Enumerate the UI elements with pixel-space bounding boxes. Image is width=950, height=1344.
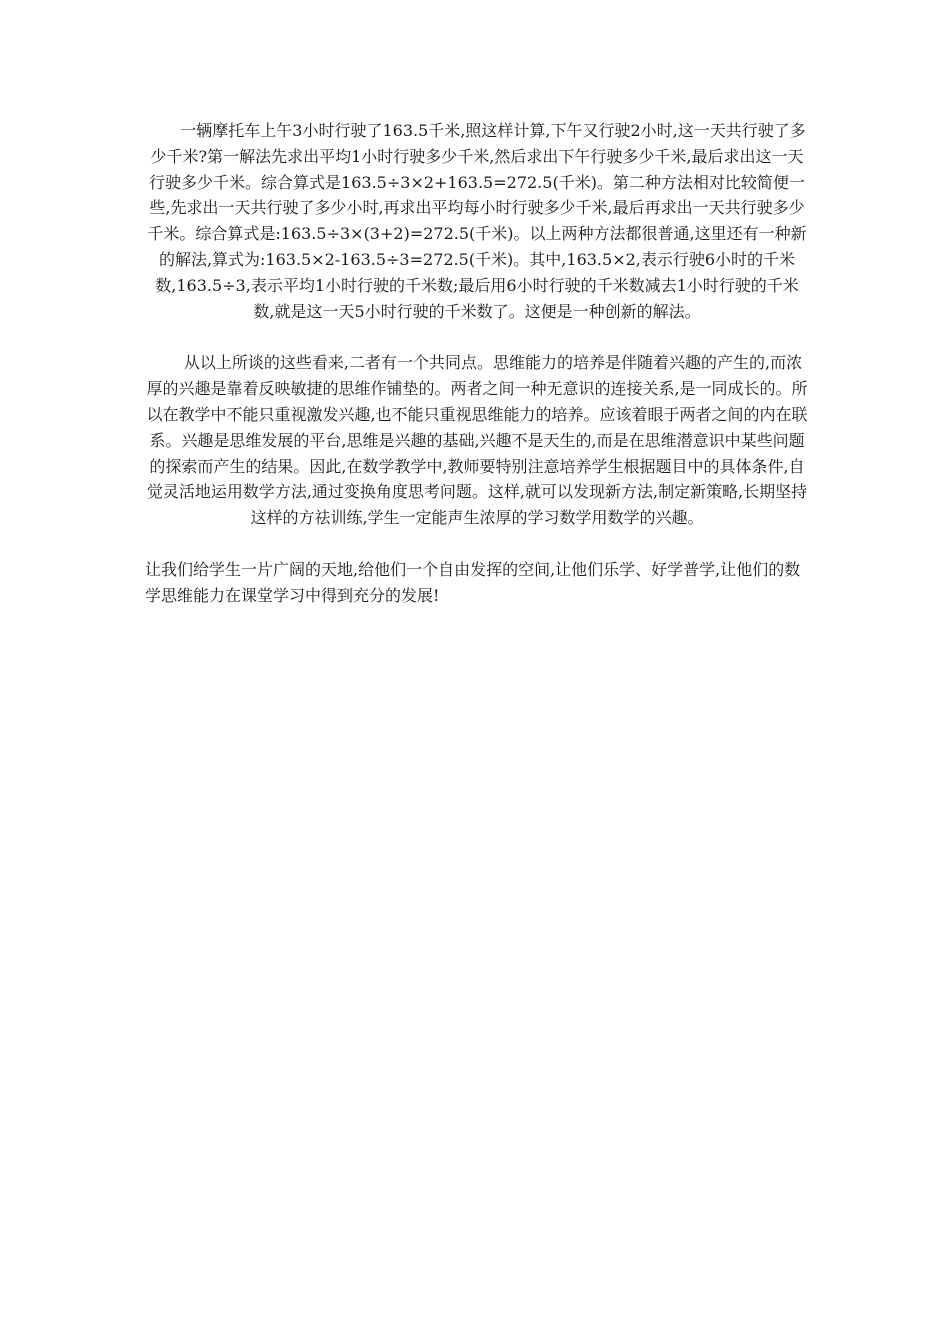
document-body (145, 118, 809, 609)
paragraph-conclusion: 让我们给学生一片广阔的天地,给他们一个自由发挥的空间,让他们乐学、好学普学,让他们的数学思维能力在课堂学习中得到充分的发展! (145, 559, 801, 605)
paragraph-motorcycle-problem: 一辆摩托车上午3小时行驶了163.5千米,照这样计算,下午又行驶2小时,这一天共行驶了多少千米?第一解法先求出平均1小时行驶多少千米,然后求出下午行驶多少千米,最后求出这一天行驶多少千米。综合算式是163.5÷3×2+163.5=272.5(千米)。第二种方法相对比较简便一些,先求出一天共行驶了多少小时,再求出平均每小时行驶多少千米,最后再求出一天共行驶多少千米。综合算式是:163.5÷3×(3+2)=272.5(千米)。以上两种方法都很普通,这里还有一种新的解法,算式为:163.5×2-163.5÷3=272.5(千米)。其中,163.5×2,表示行驶6小时的千米数,163.5÷3,表示平均1小时行驶的千米数;最后用6小时行驶的千米数减去1小时行驶的千米数,就是这一天5小时行驶的千米数了。这便是一种创新的解法。 (147, 121, 807, 321)
paragraph-interest-and-thinking: 从以上所谈的这些看来,二者有一个共同点。思维能力的培养是伴随着兴趣的产生的,而浓厚的兴趣是靠着反映敏捷的思维作铺垫的。两者之间一种无意识的连接关系,是一同成长的。所以在教学中不能只重视激发兴趣,也不能只重视思维能力的培养。应该着眼于两者之间的内在联系。兴趣是思维发展的平台,思维是兴趣的基础,兴趣不是天生的,而是在思维潜意识中某些问题的探索而产生的结果。因此,在数学教学中,教师要特别注意培养学生根据题目中的具体条件,自觉灵活地运用数学方法,通过变换角度思考问题。这样,就可以发现新方法,制定新策略,长期坚持这样的方祛训练,学生一定能声生浓厚的学习数学用数学的兴趣。 (146, 353, 808, 528)
